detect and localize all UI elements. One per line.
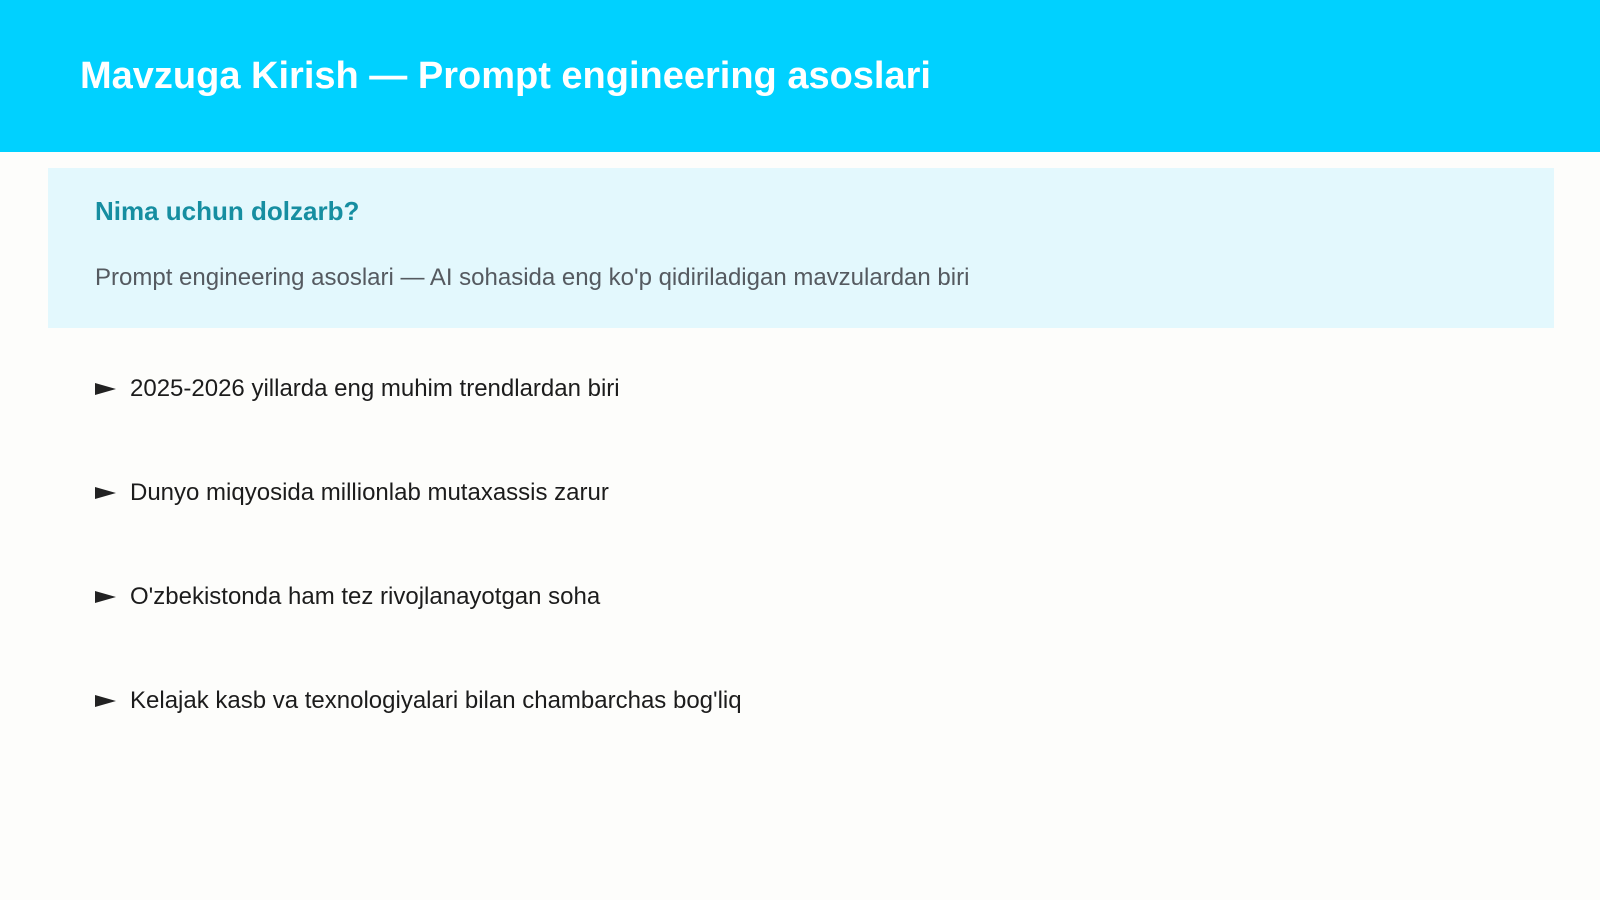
callout-text: Prompt engineering asoslari — AI sohasida eng ko'p qidiriladigan mavzulardan biri [95,264,970,291]
bullet-item [95,580,1395,684]
bullet-list [95,372,1395,788]
play-arrow-icon [95,487,116,499]
relevance-callout [48,168,1554,328]
bullet-text: 2025-2026 yillarda eng muhim trendlardan biri [130,375,620,402]
bullet-text: O'zbekistonda ham tez rivojlanayotgan soha [130,583,601,610]
bullet-text: Kelajak kasb va texnologiyalari bilan chambarchas bog'liq [130,687,742,714]
callout-title: Nima uchun dolzarb? [95,196,360,226]
play-arrow-icon [95,591,116,603]
play-arrow-icon [95,383,116,395]
bullet-item [95,372,1395,476]
bullet-item [95,476,1395,580]
bullet-item [95,684,1395,788]
bullet-text: Dunyo miqyosida millionlab mutaxassis zarur [130,479,609,506]
slide-title: Mavzuga Kirish — Prompt engineering asoslari [80,55,931,97]
play-arrow-icon [95,695,116,707]
slide-header [0,0,1600,152]
